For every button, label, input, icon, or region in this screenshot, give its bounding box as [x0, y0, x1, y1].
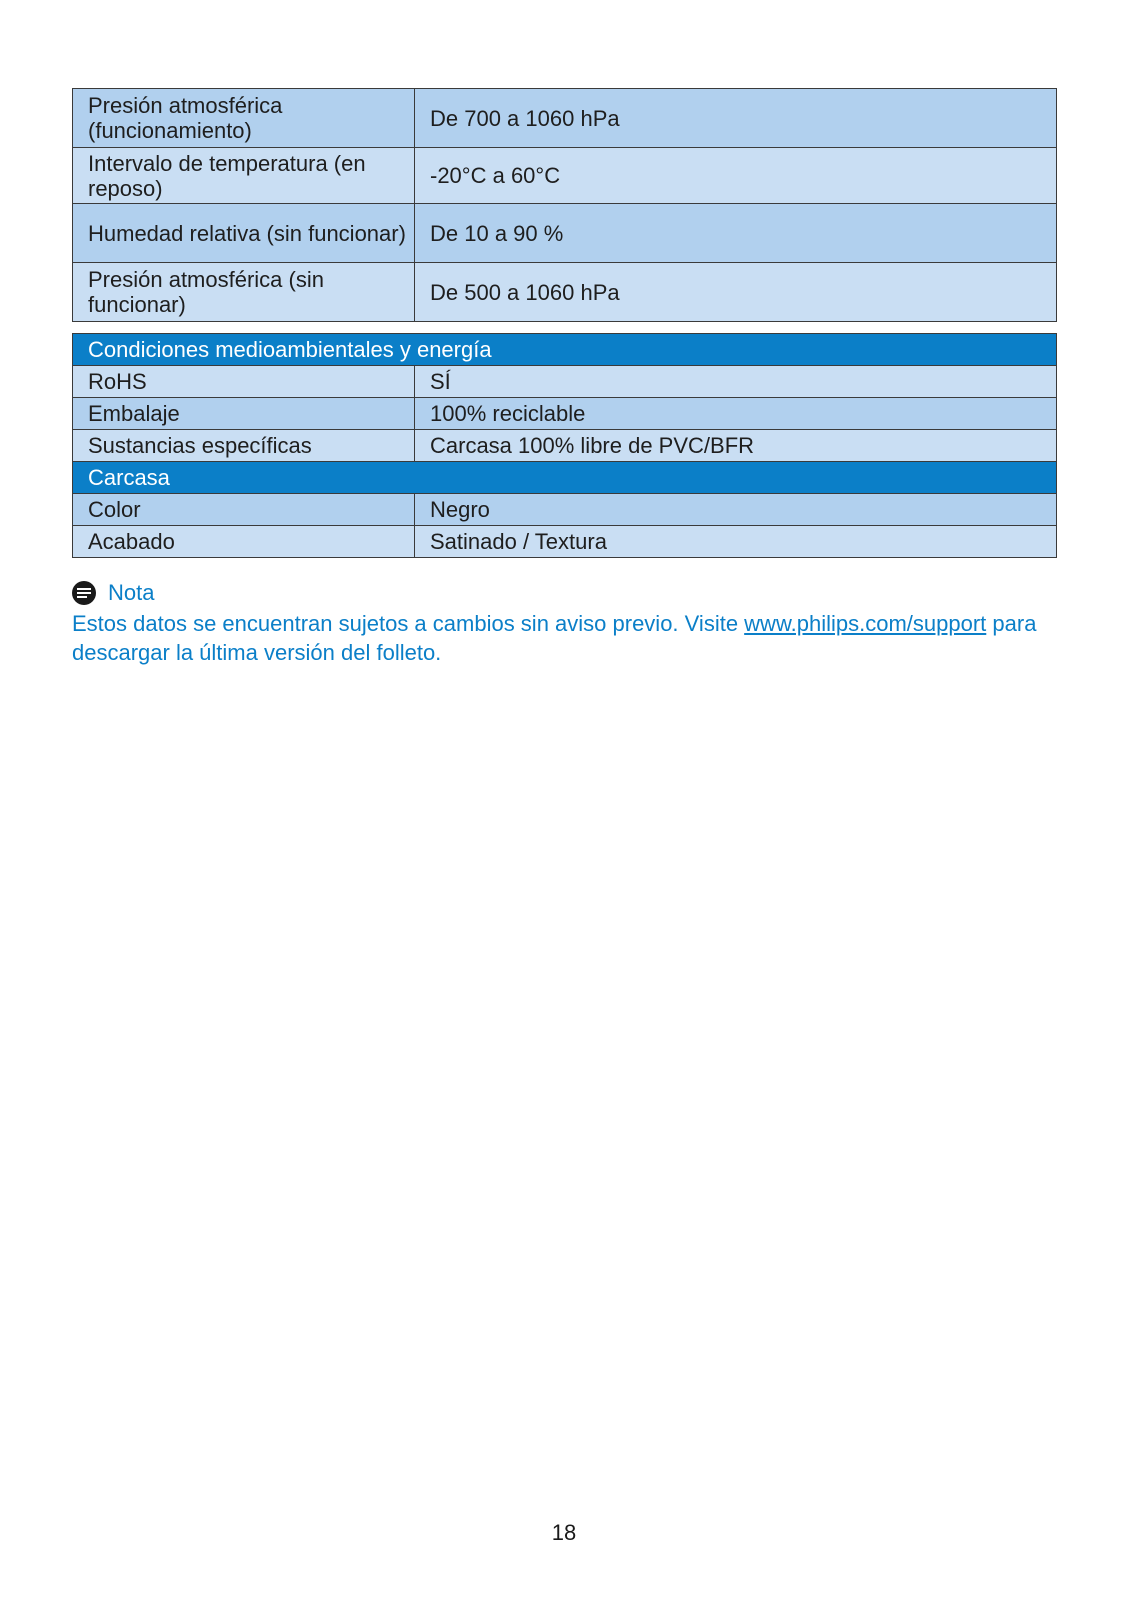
- note-text-after: para descargar la última versión del folleto.: [72, 611, 1037, 665]
- spec-value: De 500 a 1060 hPa: [415, 263, 1057, 322]
- note-title: Nota: [108, 580, 155, 605]
- table-row: [73, 263, 1057, 322]
- note-text-before: Estos datos se encuentran sujetos a cambios sin aviso previo. Visite: [72, 611, 745, 636]
- spec-label: Color: [73, 494, 415, 526]
- spec-value: Satinado / Textura: [415, 526, 1057, 558]
- table-row: [73, 430, 1057, 462]
- spec-label: Presión atmosférica (funcionamiento): [73, 89, 415, 148]
- table-row: [73, 89, 1057, 148]
- section-title-housing: Carcasa: [73, 462, 1057, 494]
- spec-value: Carcasa 100% libre de PVC/BFR: [415, 430, 1057, 462]
- table-row: [73, 366, 1057, 398]
- spec-value: SÍ: [415, 366, 1057, 398]
- spec-label: Acabado: [73, 526, 415, 558]
- support-link[interactable]: www.philips.com/support: [744, 611, 987, 636]
- eco-spec-table: [72, 333, 1057, 558]
- spec-label: Intervalo de temperatura (en reposo): [73, 148, 415, 204]
- table-row: [73, 526, 1057, 558]
- environment-spec-table: [72, 88, 1057, 322]
- spec-value: De 10 a 90 %: [415, 204, 1057, 263]
- note-text: [72, 609, 1062, 667]
- table-row: [73, 204, 1057, 263]
- spec-value: Negro: [415, 494, 1057, 526]
- section-title-environment: Condiciones medioambientales y energía: [73, 334, 1057, 366]
- spec-label: Humedad relativa (sin funcionar): [73, 204, 415, 263]
- spec-label: Sustancias específicas: [73, 430, 415, 462]
- spec-label: Embalaje: [73, 398, 415, 430]
- note-icon: [72, 581, 96, 605]
- spec-label: RoHS: [73, 366, 415, 398]
- table-row: [73, 398, 1057, 430]
- spec-value: 100% reciclable: [415, 398, 1057, 430]
- section-header-row: [73, 334, 1057, 366]
- note-heading: [72, 579, 1062, 607]
- table-row: [73, 148, 1057, 204]
- note-block: [72, 579, 1062, 667]
- section-header-row: [73, 462, 1057, 494]
- spec-value: -20°C a 60°C: [415, 148, 1057, 204]
- spec-value: De 700 a 1060 hPa: [415, 89, 1057, 148]
- page-number: 18: [551, 1520, 577, 1545]
- table-row: [73, 494, 1057, 526]
- spec-label: Presión atmosférica (sin funcionar): [73, 263, 415, 322]
